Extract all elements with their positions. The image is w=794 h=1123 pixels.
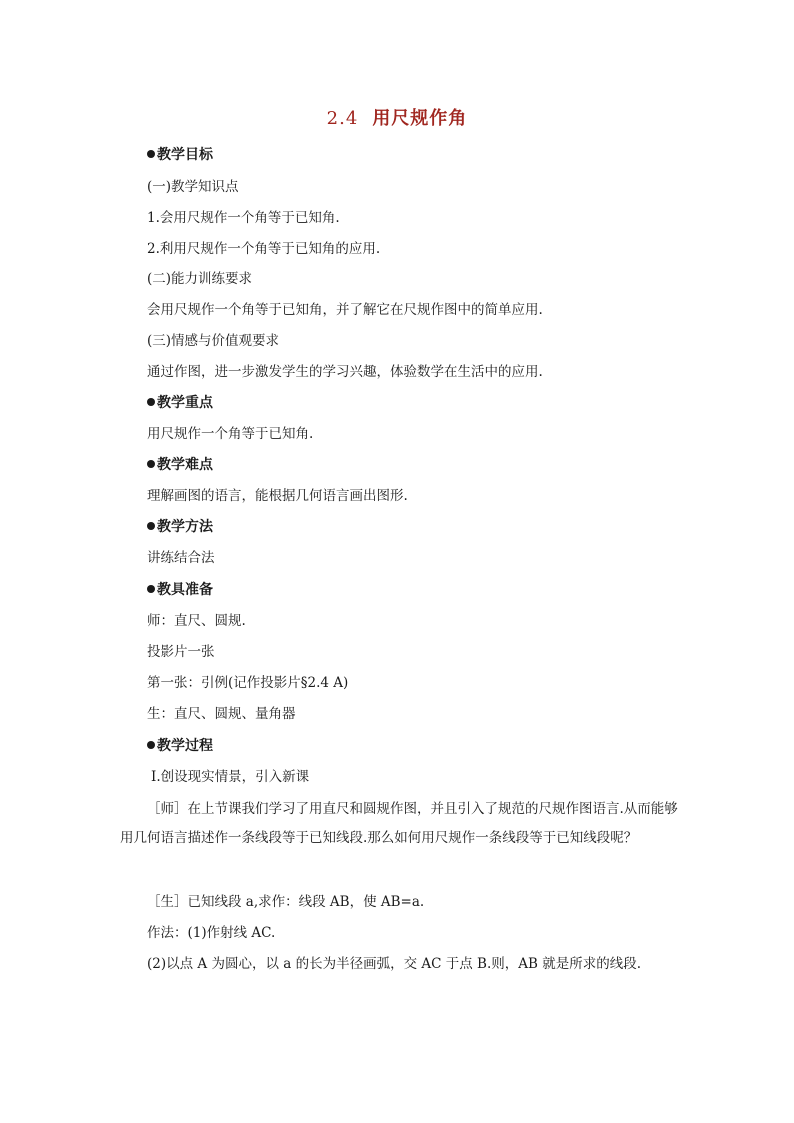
- heading-goals: 教学目标: [147, 145, 213, 165]
- subheading-ability: (二)能力训练要求: [147, 271, 253, 287]
- emotion-text: 通过作图，进一步激发学生的学习兴趣，体验数学在生活中的应用.: [147, 364, 543, 380]
- heading-tools: 教具准备: [147, 580, 213, 600]
- page-title: [0, 104, 794, 130]
- heading-key: 教学重点: [147, 393, 213, 413]
- method-line-1: 作法：(1)作射线 AC.: [147, 925, 276, 941]
- tools-teacher: 师：直尺、圆规.: [147, 613, 246, 629]
- tools-slides: 投影片一张: [147, 644, 215, 660]
- knowledge-item-1: 1.会用尺规作一个角等于已知角.: [147, 210, 340, 226]
- student-line: ［生］已知线段 a,求作：线段 AB，使 AB=a.: [147, 894, 425, 910]
- key-text: 用尺规作一个角等于已知角.: [147, 426, 314, 442]
- heading-process: 教学过程: [147, 736, 213, 756]
- bullet-icon: [147, 150, 155, 158]
- subheading-knowledge: (一)教学知识点: [147, 179, 239, 195]
- difficulty-text: 理解画图的语言，能根据几何语言画出图形.: [147, 488, 408, 504]
- process-step-1: Ⅰ.创设现实情景，引入新课: [151, 769, 310, 785]
- title-text: 用尺规作角: [372, 108, 468, 129]
- heading-difficulty: 教学难点: [147, 455, 213, 475]
- bullet-icon: [147, 398, 155, 406]
- tools-student: 生：直尺、圆规、量角器: [147, 706, 296, 722]
- teacher-paragraph: ［师］在上节课我们学习了用直尺和圆规作图，并且引入了规范的尺规作图语言.从而能够用几何语言描述作一条线段等于已知线段.那么如何用尺规作一条线段等于已知线段呢？: [120, 801, 678, 846]
- ability-text: 会用尺规作一个角等于已知角，并了解它在尺规作图中的简单应用.: [147, 302, 543, 318]
- bullet-icon: [147, 460, 155, 468]
- heading-method: 教学方法: [147, 517, 213, 537]
- section-number: 2.4: [326, 108, 359, 129]
- subheading-emotion: (三)情感与价值观要求: [147, 333, 280, 349]
- method-text: 讲练结合法: [147, 550, 215, 566]
- tools-slide-1: 第一张：引例(记作投影片§2.4 A): [147, 675, 349, 691]
- knowledge-item-2: 2.利用尺规作一个角等于已知角的应用.: [147, 241, 381, 257]
- bullet-icon: [147, 585, 155, 593]
- bullet-icon: [147, 741, 155, 749]
- bullet-icon: [147, 522, 155, 530]
- method-line-2: (2)以点 A 为圆心，以 a 的长为半径画弧，交 AC 于点 B.则，AB 就是所求的线段.: [147, 956, 642, 972]
